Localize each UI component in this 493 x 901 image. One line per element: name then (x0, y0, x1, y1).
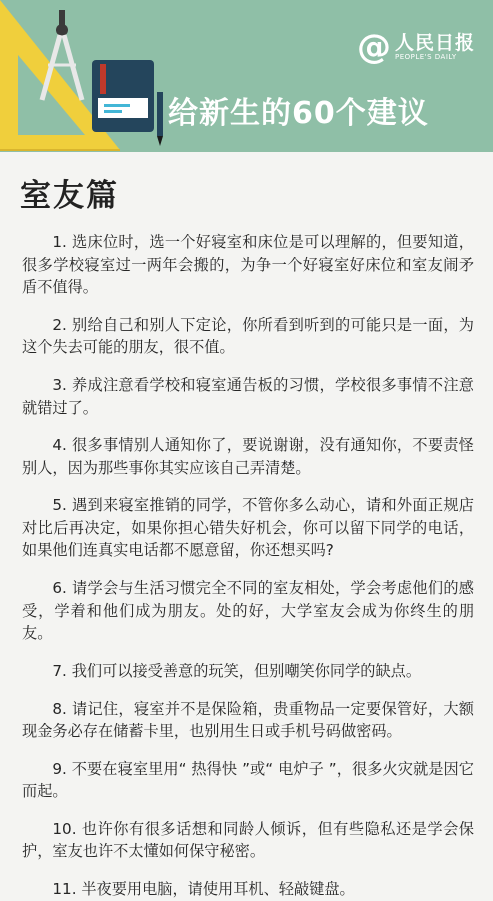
advice-item-3: 3. 养成注意看学校和寝室通告板的习惯，学校很多事情不注意就错过了。 (22, 376, 474, 417)
stationery-illustration-icon (0, 0, 170, 152)
advice-item-9: 9. 不要在寝室里用“ 热得快 ”或“ 电炉子 ”，很多火灾就是因它而起。 (22, 759, 474, 801)
section-title: 室友篇 (20, 178, 119, 214)
brand-name: 人民日报 (394, 31, 475, 54)
brand-subtitle: PEOPLE'S DAILY (394, 53, 457, 62)
peoples-daily-logo (356, 27, 475, 67)
page-title: 给新生的60个建议 (168, 96, 429, 131)
advice-item-7: 7. 我们可以接受善意的玩笑，但别嘲笑你同学的缺点。 (52, 661, 422, 680)
weibo-at-icon: @ (356, 27, 391, 67)
advice-item-5: 5. 遇到来寝室推销的同学，不管你多么动心，请和外面正规店对比后再决定，如果你担心错失好机会，你可以留下同学的电话，如果他们连真实电话都不愿意留，你还想买吗? (22, 496, 474, 560)
advice-item-6: 6. 请学会与生活习惯完全不同的室友相处，学会考虑他们的感受，学着和他们成为朋友。处的好，大学室友会成为你终生的朋友。 (22, 579, 474, 643)
advice-item-8: 8. 请记住，寝室并不是保险箱，贵重物品一定要保管好，大额现金务必存在储蓄卡里，也别用生日或手机号码做密码。 (22, 699, 474, 740)
advice-item-2: 2. 别给自己和别人下定论，你所看到听到的可能只是一面，为这个失去可能的朋友，很不值。 (22, 315, 474, 357)
advice-item-1: 1. 选床位时，选一个好寝室和床位是可以理解的，但要知道，很多学校寝室过一两年会搬的，为争一个好寝室好床位和室友闹矛盾不值得。 (22, 233, 474, 297)
advice-item-4: 4. 很多事情别人通知你了，要说谢谢，没有通知你，不要责怪别人，因为那些事你其实应该自己弄清楚。 (22, 436, 474, 477)
advice-item-11: 11. 半夜要用电脑，请使用耳机、轻敲键盘。 (52, 880, 355, 899)
header-banner (0, 0, 493, 152)
advice-item-10: 10. 也许你有很多话想和同龄人倾诉，但有些隐私还是学会保护，室友也许不太懂如何保守秘密。 (22, 819, 474, 861)
advice-list (22, 231, 474, 900)
